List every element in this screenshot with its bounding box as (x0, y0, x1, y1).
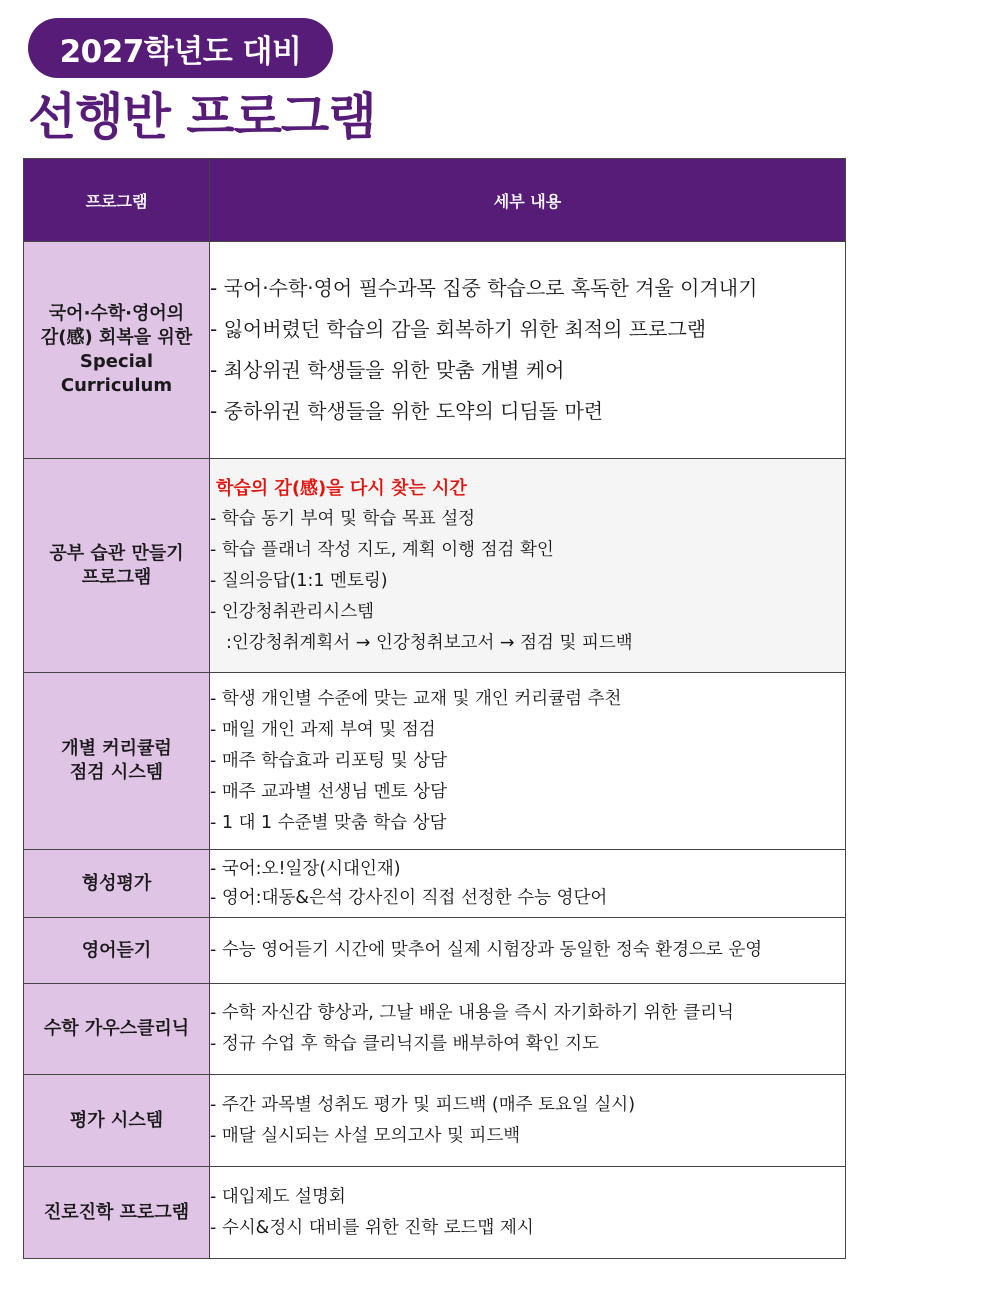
detail-item: - 정규 수업 후 학습 클리닉지를 배부하여 확인 지도 (210, 1034, 599, 1054)
detail-item: - 매일 개인 과제 부여 및 점검 (210, 719, 436, 740)
program-label-line: Curriculum (60, 375, 173, 396)
table-row (24, 1075, 846, 1167)
program-label-line: 수학 가우스클리닉 (43, 1018, 190, 1039)
year-badge: 2027학년도 대비 (28, 18, 333, 78)
program-table (23, 158, 846, 1259)
detail-item: - 학습 동기 부여 및 학습 목표 설정 (210, 508, 476, 529)
program-label-line: 진로진학 프로그램 (43, 1201, 190, 1223)
detail-item: - 영어:대동&은석 강사진이 직접 선정한 수능 영단어 (210, 887, 608, 908)
program-details (210, 918, 846, 984)
program-label (24, 1167, 210, 1259)
program-details (210, 984, 846, 1075)
detail-item: - 주간 과목별 성취도 평가 및 피드백 (매주 토요일 실시) (210, 1094, 636, 1115)
table-row (24, 242, 846, 459)
detail-item: - 최상위권 학생들을 위한 맞춤 개별 케어 (210, 358, 565, 382)
table-row (24, 918, 846, 984)
detail-item: - 수시&정시 대비를 위한 진학 로드맵 제시 (210, 1217, 534, 1238)
table-header-row (24, 159, 846, 242)
program-label-line: 프로그램 (81, 566, 152, 588)
program-details (210, 850, 846, 918)
detail-item: - 매주 교과별 선생님 멘토 상담 (210, 781, 447, 802)
program-label-line: 형성평가 (81, 872, 152, 894)
program-details (210, 242, 846, 459)
detail-item: - 1 대 1 수준별 맞춤 학습 상담 (210, 812, 447, 833)
table-row (24, 850, 846, 918)
program-label-line: 감(感) 회복을 위한 (40, 327, 193, 348)
program-details (210, 1075, 846, 1167)
program-label (24, 459, 210, 673)
detail-item: - 질의응답(1:1 멘토링) (210, 570, 388, 591)
detail-item: - 수능 영어듣기 시간에 맞추어 실제 시험장과 동일한 정숙 환경으로 운영 (210, 940, 763, 960)
detail-item: :인강청취계획서 → 인강청취보고서 → 점검 및 피드백 (226, 632, 633, 653)
program-label (24, 242, 210, 459)
detail-item: - 매달 실시되는 사설 모의고사 및 피드백 (210, 1125, 521, 1146)
detail-item: - 국어:오!일장(시대인재) (210, 858, 401, 879)
table-row (24, 459, 846, 673)
program-label-line: 국어·수학·영어의 (48, 303, 185, 324)
table-row (24, 1167, 846, 1259)
detail-item: - 국어·수학·영어 필수과목 집중 학습으로 혹독한 겨울 이겨내기 (210, 276, 758, 300)
detail-item: - 학생 개인별 수준에 맞는 교재 및 개인 커리큘럼 추천 (210, 688, 622, 709)
program-label (24, 918, 210, 984)
page-title: 선행반 프로그램 (28, 88, 376, 146)
detail-item: - 수학 자신감 향상과, 그날 배운 내용을 즉시 자기화하기 위한 클리닉 (210, 1003, 734, 1023)
detail-item: - 학습 플래너 작성 지도, 계획 이행 점검 확인 (210, 539, 554, 560)
table-row (24, 984, 846, 1075)
detail-highlight: 학습의 감(感)을 다시 찾는 시간 (216, 477, 467, 499)
header-details: 세부 내용 (210, 159, 846, 242)
program-label-line: 영어듣기 (81, 939, 152, 961)
program-label-line: 점검 시스템 (69, 762, 164, 783)
program-details (210, 1167, 846, 1259)
program-label-line: Special (79, 351, 154, 372)
detail-item: - 매주 학습효과 리포팅 및 상담 (210, 750, 447, 771)
program-details (210, 673, 846, 850)
detail-item: - 중하위권 학생들을 위한 도약의 디딤돌 마련 (210, 399, 604, 423)
program-label-line: 평가 시스템 (69, 1109, 164, 1131)
detail-item: - 잃어버렸던 학습의 감을 회복하기 위한 최적의 프로그램 (210, 317, 707, 341)
table-row (24, 673, 846, 850)
detail-item: - 대입제도 설명회 (210, 1186, 346, 1207)
program-details (210, 459, 846, 673)
program-label (24, 984, 210, 1075)
program-label-line: 개별 커리큘럼 (61, 738, 172, 759)
program-label (24, 850, 210, 918)
program-label-line: 공부 습관 만들기 (49, 542, 184, 564)
detail-item: - 인강청취관리시스템 (210, 601, 375, 622)
program-label (24, 1075, 210, 1167)
header-program: 프로그램 (24, 159, 210, 242)
program-label (24, 673, 210, 850)
